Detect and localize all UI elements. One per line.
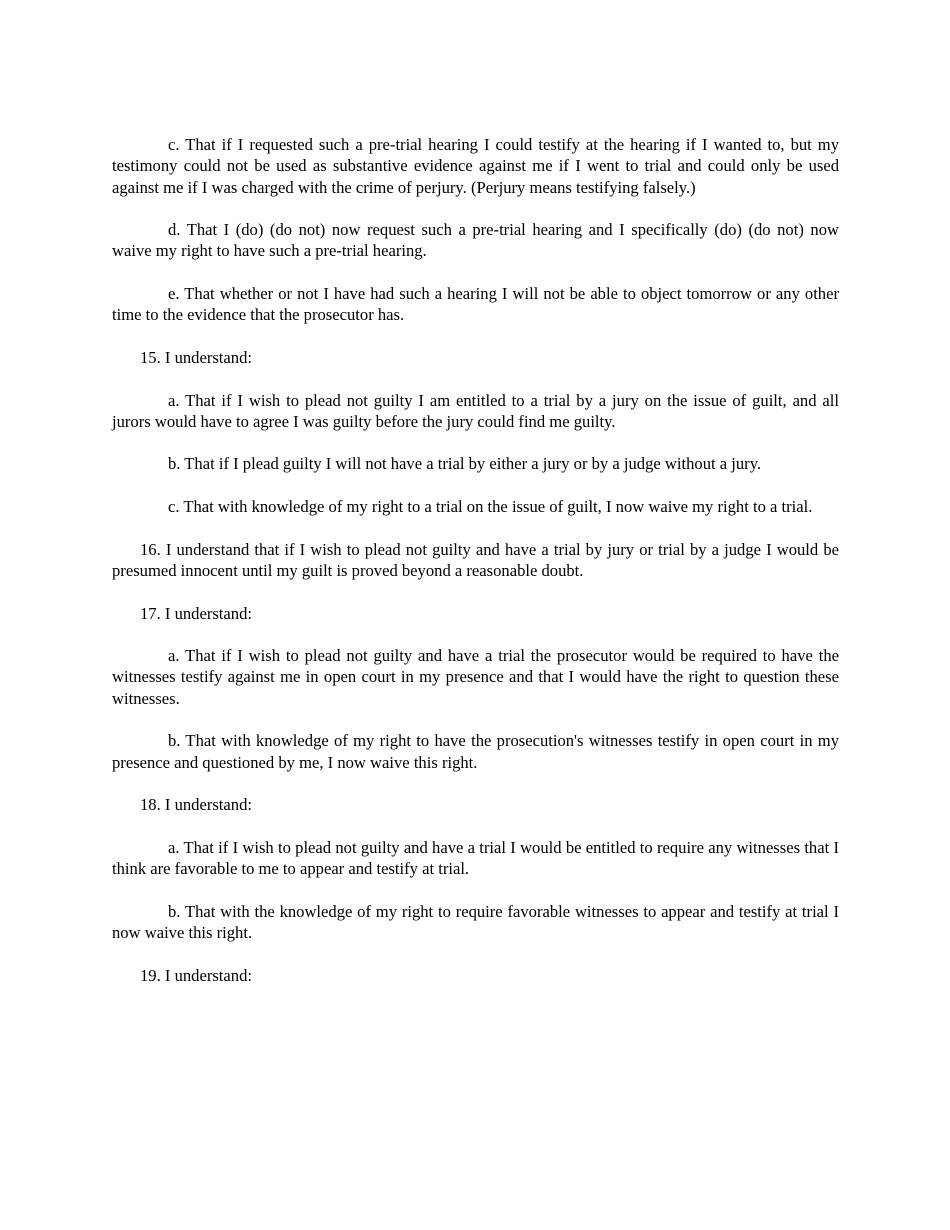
paragraph-15b: b. That if I plead guilty I will not have a trial by either a jury or by a judge without a jury. (168, 454, 762, 474)
paragraph-15c: c. That with knowledge of my right to a trial on the issue of guilt, I now waive my right to a trial. (168, 497, 813, 517)
paragraph-16: 16. I understand that if I wish to plead not guilty and have a trial by jury or trial by a judge I would be presumed innocent until my guilt is proved beyond a reasonable doubt. (112, 539, 839, 580)
paragraph-17a: a. That if I wish to plead not guilty and have a trial the prosecutor would be required to have the witnesses testify against me in open court in my presence and that I would have the right to question these witnesses. (112, 646, 839, 708)
paragraph-14c: c. That if I requested such a pre-trial hearing I could testify at the hearing if I wanted to, but my testimony could not be used as substantive evidence against me if I went to trial and could only be used against me if I was charged with the crime of perjury. (Perjury means testifying falsely.) (112, 135, 839, 197)
paragraph-14d: d. That I (do) (do not) now request such a pre-trial hearing and I specifically (do) (do not) now waive my right to have such a pre-trial hearing. (112, 220, 839, 261)
section-19-heading: 19. I understand: (140, 965, 252, 985)
paragraph-18b: b. That with the knowledge of my right to require favorable witnesses to appear and testify at trial I now waive this right. (112, 901, 839, 942)
section-18-heading: 18. I understand: (140, 795, 252, 815)
section-17-heading: 17. I understand: (140, 603, 252, 623)
document-page (112, 134, 839, 1007)
paragraph-17b: b. That with knowledge of my right to have the prosecution's witnesses testify in open court in my presence and questioned by me, I now waive this right. (112, 731, 839, 772)
paragraph-14e: e. That whether or not I have had such a hearing I will not be able to object tomorrow or any other time to the evidence that the prosecutor has. (112, 284, 839, 325)
paragraph-15a: a. That if I wish to plead not guilty I am entitled to a trial by a jury on the issue of guilt, and all jurors would have to agree I was guilty before the jury could find me guilty. (112, 390, 839, 431)
section-15-heading: 15. I understand: (140, 347, 252, 367)
paragraph-18a: a. That if I wish to plead not guilty and have a trial I would be entitled to require any witnesses that I think are favorable to me to appear and testify at trial. (112, 837, 839, 879)
